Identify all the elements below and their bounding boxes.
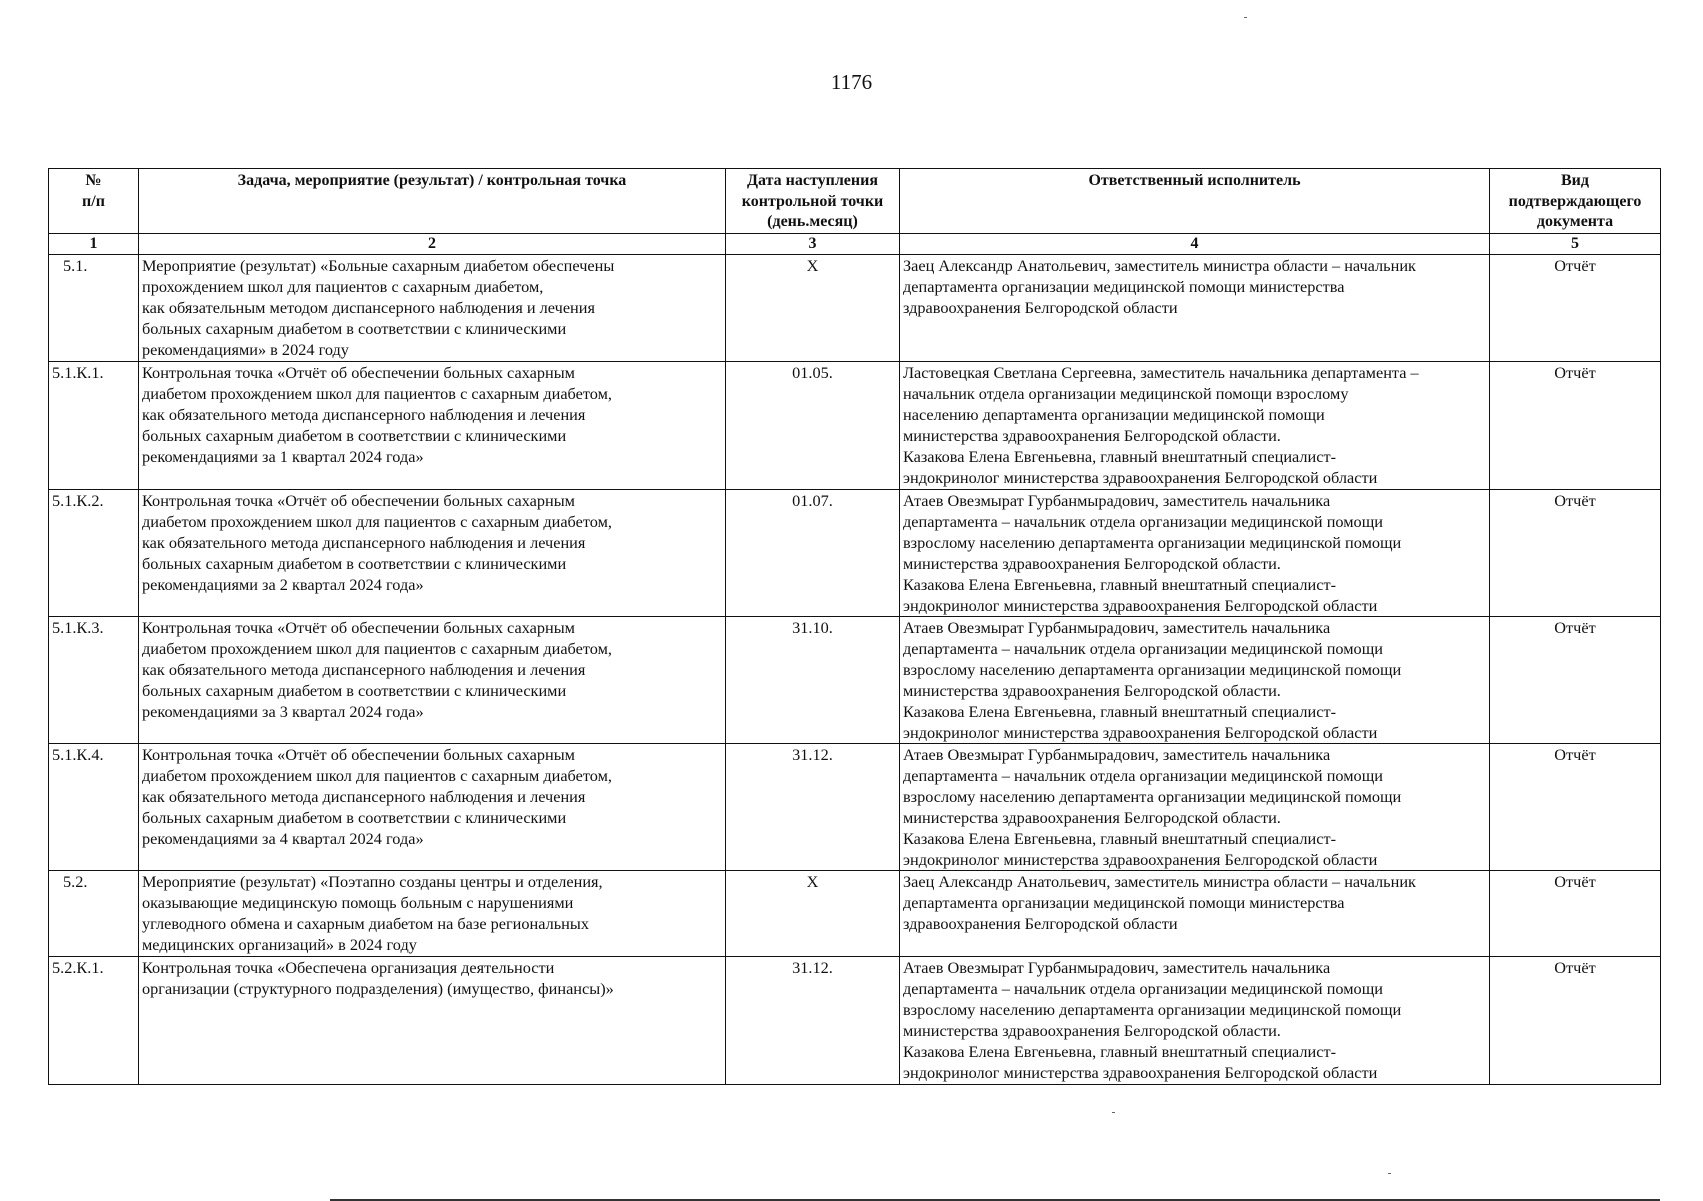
row-number: 5.2. [49, 871, 139, 957]
task-line: Контрольная точка «Отчёт об обеспечении больных сахарным [142, 745, 575, 764]
task-line: Контрольная точка «Отчёт об обеспечении больных сахарным [142, 618, 575, 637]
responsible-line: эндокринолог министерства здравоохранения Белгородской области [903, 723, 1378, 742]
header-row [49, 169, 1661, 234]
responsible-line: департамента – начальник отдела организации медицинской помощи [903, 512, 1383, 531]
responsible-cell [900, 617, 1490, 744]
responsible-line: департамента – начальник отдела организации медицинской помощи [903, 766, 1383, 785]
responsible-line: Атаев Овезмырат Гурбанмырадович, заместитель начальника [903, 745, 1331, 764]
task-line: Мероприятие (результат) «Больные сахарным диабетом обеспечены [142, 256, 615, 275]
responsible-cell [900, 957, 1490, 1085]
task-line: углеводного обмена и сахарным диабетом на базе региональных [142, 914, 589, 933]
table-row [49, 362, 1661, 490]
table-row [49, 617, 1661, 744]
task-line: прохождением школ для пациентов с сахарным диабетом, [142, 277, 544, 296]
responsible-line: Атаев Овезмырат Гурбанмырадович, заместитель начальника [903, 618, 1331, 637]
responsible-line: эндокринолог министерства здравоохранения Белгородской области [903, 1063, 1378, 1082]
document-type-cell: Отчёт [1490, 490, 1661, 617]
task-line: как обязательным методом диспансерного наблюдения и лечения [142, 298, 595, 317]
task-cell [139, 871, 726, 957]
task-line: организации (структурного подразделения) (имущество, финансы)» [142, 979, 614, 998]
responsible-line: Казакова Елена Евгеньевна, главный внештатный специалист- [903, 1042, 1337, 1061]
date-cell: 01.07. [726, 490, 900, 617]
date-cell: X [726, 255, 900, 362]
table-row [49, 871, 1661, 957]
date-cell: X [726, 871, 900, 957]
header-cell-date: Дата наступления контрольной точки (день.месяц) [726, 169, 900, 234]
table-header [49, 169, 1661, 255]
table-row [49, 255, 1661, 362]
responsible-line: Заец Александр Анатольевич, заместитель министра области – начальник [903, 256, 1416, 275]
responsible-line: Казакова Елена Евгеньевна, главный внештатный специалист- [903, 447, 1337, 466]
row-number: 5.1.К.1. [49, 362, 139, 490]
responsible-line: населению департамента организации медицинской помощи [903, 405, 1325, 424]
responsible-line: Атаев Овезмырат Гурбанмырадович, заместитель начальника [903, 491, 1331, 510]
document-type-cell: Отчёт [1490, 871, 1661, 957]
responsible-line: взрослому населению департамента организации медицинской помощи [903, 1000, 1402, 1019]
task-line: больных сахарным диабетом в соответствии с клиническими [142, 808, 567, 827]
header-cell-document: Вид подтверждающего документа [1490, 169, 1661, 234]
task-line: диабетом прохождением школ для пациентов с сахарным диабетом, [142, 384, 612, 403]
responsible-line: Казакова Елена Евгеньевна, главный внештатный специалист- [903, 702, 1337, 721]
responsible-line: Атаев Овезмырат Гурбанмырадович, заместитель начальника [903, 958, 1331, 977]
task-line: рекомендациями» в 2024 году [142, 340, 349, 359]
task-line: больных сахарным диабетом в соответствии с клиническими [142, 319, 567, 338]
column-number: 1 [49, 234, 139, 255]
task-cell [139, 744, 726, 871]
task-cell [139, 957, 726, 1085]
document-type-cell: Отчёт [1490, 617, 1661, 744]
responsible-line: департамента – начальник отдела организации медицинской помощи [903, 979, 1383, 998]
document-type-cell: Отчёт [1490, 744, 1661, 871]
task-line: рекомендациями за 1 квартал 2024 года» [142, 447, 424, 466]
scan-speck [1244, 17, 1247, 18]
task-line: диабетом прохождением школ для пациентов с сахарным диабетом, [142, 639, 612, 658]
header-cell-responsible: Ответственный исполнитель [900, 169, 1490, 234]
column-number-row [49, 234, 1661, 255]
responsible-line: Казакова Елена Евгеньевна, главный внештатный специалист- [903, 829, 1337, 848]
responsible-cell [900, 490, 1490, 617]
responsible-line: взрослому населению департамента организации медицинской помощи [903, 787, 1402, 806]
row-number: 5.2.К.1. [49, 957, 139, 1085]
responsible-line: начальник отдела организации медицинской помощи взрослому [903, 384, 1349, 403]
row-number: 5.1. [49, 255, 139, 362]
task-line: рекомендациями за 2 квартал 2024 года» [142, 575, 424, 594]
responsible-line: министерства здравоохранения Белгородской области. [903, 808, 1281, 827]
responsible-line: департамента организации медицинской помощи министерства [903, 277, 1345, 296]
date-cell: 31.12. [726, 957, 900, 1085]
column-number: 2 [139, 234, 726, 255]
responsible-line: эндокринолог министерства здравоохранения Белгородской области [903, 596, 1378, 615]
responsible-line: министерства здравоохранения Белгородской области. [903, 554, 1281, 573]
responsible-line: министерства здравоохранения Белгородской области. [903, 1021, 1281, 1040]
task-line: Контрольная точка «Обеспечена организация деятельности [142, 958, 555, 977]
task-line: оказывающие медицинскую помощь больным с нарушениями [142, 893, 574, 912]
task-line: Мероприятие (результат) «Поэтапно созданы центры и отделения, [142, 872, 603, 891]
document-type-cell: Отчёт [1490, 362, 1661, 490]
responsible-line: эндокринолог министерства здравоохранения Белгородской области [903, 468, 1378, 487]
scan-speck [1388, 1173, 1391, 1174]
date-cell: 01.05. [726, 362, 900, 490]
task-line: диабетом прохождением школ для пациентов с сахарным диабетом, [142, 512, 612, 531]
task-line: рекомендациями за 3 квартал 2024 года» [142, 702, 424, 721]
task-line: Контрольная точка «Отчёт об обеспечении больных сахарным [142, 491, 575, 510]
row-number: 5.1.К.4. [49, 744, 139, 871]
header-cell-number: № п/п [49, 169, 139, 234]
page-number: 1176 [830, 70, 873, 94]
responsible-cell [900, 255, 1490, 362]
responsible-line: Заец Александр Анатольевич, заместитель министра области – начальник [903, 872, 1416, 891]
task-cell [139, 490, 726, 617]
task-line: больных сахарным диабетом в соответствии с клиническими [142, 554, 567, 573]
responsible-cell [900, 744, 1490, 871]
column-number: 5 [1490, 234, 1661, 255]
task-cell [139, 617, 726, 744]
table-row [49, 744, 1661, 871]
row-number: 5.1.К.2. [49, 490, 139, 617]
date-cell: 31.12. [726, 744, 900, 871]
responsible-line: Казакова Елена Евгеньевна, главный внештатный специалист- [903, 575, 1337, 594]
table-body [49, 255, 1661, 1085]
responsible-cell [900, 871, 1490, 957]
task-line: как обязательного метода диспансерного наблюдения и лечения [142, 660, 586, 679]
task-line: Контрольная точка «Отчёт об обеспечении больных сахарным [142, 363, 575, 382]
responsible-line: взрослому населению департамента организации медицинской помощи [903, 660, 1402, 679]
task-line: рекомендациями за 4 квартал 2024 года» [142, 829, 424, 848]
task-cell [139, 362, 726, 490]
task-line: как обязательного метода диспансерного наблюдения и лечения [142, 787, 586, 806]
task-line: медицинских организаций» в 2024 году [142, 935, 417, 954]
responsible-line: министерства здравоохранения Белгородской области. [903, 426, 1281, 445]
responsible-line: эндокринолог министерства здравоохранения Белгородской области [903, 850, 1378, 869]
responsible-line: здравоохранения Белгородской области [903, 914, 1178, 933]
date-cell: 31.10. [726, 617, 900, 744]
responsible-line: департамента – начальник отдела организации медицинской помощи [903, 639, 1383, 658]
task-line: как обязательного метода диспансерного наблюдения и лечения [142, 405, 586, 424]
task-line: как обязательного метода диспансерного наблюдения и лечения [142, 533, 586, 552]
row-number: 5.1.К.3. [49, 617, 139, 744]
header-cell-task: Задача, мероприятие (результат) / контрольная точка [139, 169, 726, 234]
responsible-line: взрослому населению департамента организации медицинской помощи [903, 533, 1402, 552]
task-line: больных сахарным диабетом в соответствии с клиническими [142, 681, 567, 700]
responsible-line: министерства здравоохранения Белгородской области. [903, 681, 1281, 700]
table-row [49, 957, 1661, 1085]
responsible-cell [900, 362, 1490, 490]
task-line: диабетом прохождением школ для пациентов с сахарным диабетом, [142, 766, 612, 785]
column-number: 3 [726, 234, 900, 255]
document-type-cell: Отчёт [1490, 255, 1661, 362]
responsible-line: Ластовецкая Светлана Сергеевна, заместитель начальника департамента – [903, 363, 1419, 382]
control-points-table [48, 168, 1661, 1085]
table-row [49, 490, 1661, 617]
document-type-cell: Отчёт [1490, 957, 1661, 1085]
task-cell [139, 255, 726, 362]
task-line: больных сахарным диабетом в соответствии с клиническими [142, 426, 567, 445]
responsible-line: департамента организации медицинской помощи министерства [903, 893, 1345, 912]
responsible-line: здравоохранения Белгородской области [903, 298, 1178, 317]
column-number: 4 [900, 234, 1490, 255]
scan-speck [1112, 1112, 1115, 1113]
